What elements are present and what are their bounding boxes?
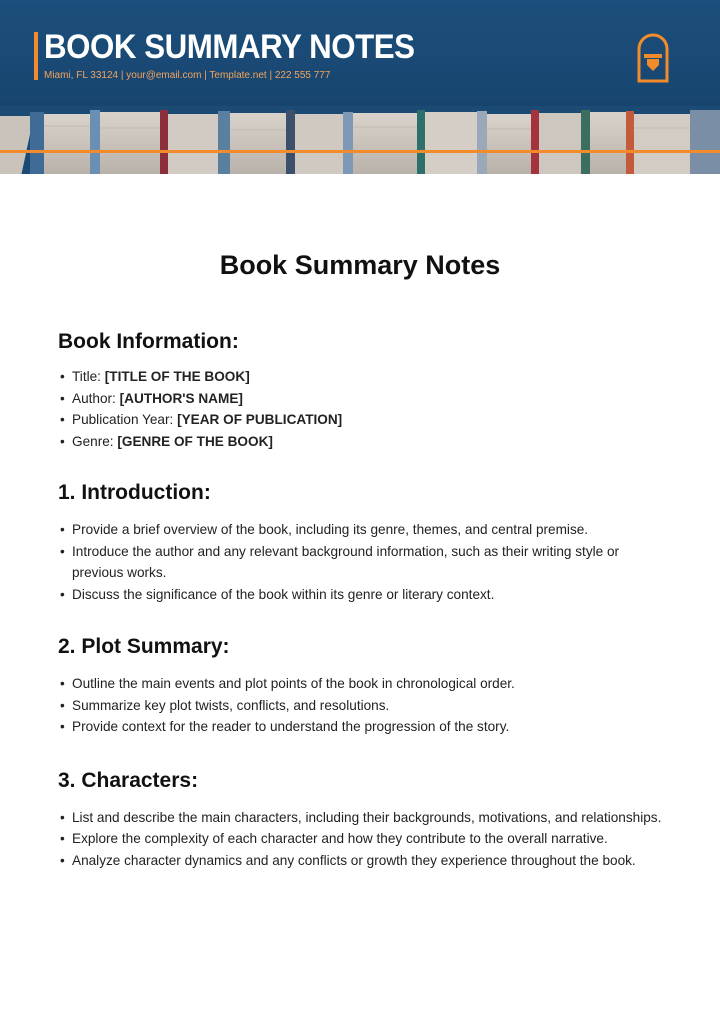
- introduction-section: [58, 481, 668, 605]
- list-item: • Discuss the significance of the book within its genre or literary context.: [58, 584, 668, 606]
- info-value: [YEAR OF PUBLICATION]: [177, 412, 343, 427]
- list-item: • Outline the main events and plot points of the book in chronological order.: [58, 673, 668, 695]
- document-title: Book Summary Notes: [219, 250, 501, 280]
- banner-accent-line: [0, 150, 720, 153]
- info-label: Genre:: [72, 433, 114, 449]
- introduction-heading: 1. Introduction:: [58, 481, 211, 504]
- plot-summary-section: [58, 635, 668, 738]
- book-information-heading: Book Information:: [58, 330, 239, 353]
- info-value: [GENRE OF THE BOOK]: [117, 433, 273, 449]
- book-information-section: [58, 330, 668, 452]
- list-item: [58, 409, 668, 431]
- characters-heading: 3. Characters:: [58, 768, 199, 792]
- title-accent-bar: [34, 32, 38, 80]
- book-information-list: [58, 366, 668, 452]
- characters-section: [58, 769, 668, 872]
- info-label: Title:: [72, 369, 101, 384]
- header-banner: [0, 0, 720, 174]
- list-item: [58, 366, 668, 388]
- contact-line: Miami, FL 33124 | your@email.com | Template.net | 222 555 777: [44, 70, 331, 81]
- bookmark-arch-icon: [636, 32, 670, 84]
- list-item: [58, 431, 668, 453]
- plot-summary-list: [58, 673, 668, 738]
- document-body: [58, 330, 668, 871]
- list-item: • Introduce the author and any relevant background information, such as their writing style or previous works.: [58, 541, 668, 584]
- list-item: • Summarize key plot twists, conflicts, and resolutions.: [58, 695, 668, 717]
- list-item: • Provide context for the reader to understand the progression of the story.: [58, 716, 668, 738]
- brand-title: BOOK SUMMARY NOTES: [44, 28, 415, 66]
- list-item: [58, 388, 668, 410]
- info-value: [AUTHOR'S NAME]: [119, 390, 243, 406]
- introduction-list: [58, 519, 668, 605]
- list-item: • Explore the complexity of each character and how they contribute to the overall narrative.: [58, 828, 668, 850]
- characters-list: [58, 807, 668, 872]
- list-item: • Analyze character dynamics and any conflicts or growth they experience throughout the book.: [58, 850, 668, 872]
- list-item: • List and describe the main characters, including their backgrounds, motivations, and relationships.: [58, 807, 668, 829]
- info-value: [TITLE OF THE BOOK]: [104, 369, 250, 384]
- books-image: [0, 106, 720, 174]
- info-label: Author:: [72, 390, 116, 406]
- list-item: • Provide a brief overview of the book, including its genre, themes, and central premise.: [58, 519, 668, 541]
- info-label: Publication Year:: [72, 412, 174, 427]
- plot-summary-heading: 2. Plot Summary:: [58, 635, 230, 658]
